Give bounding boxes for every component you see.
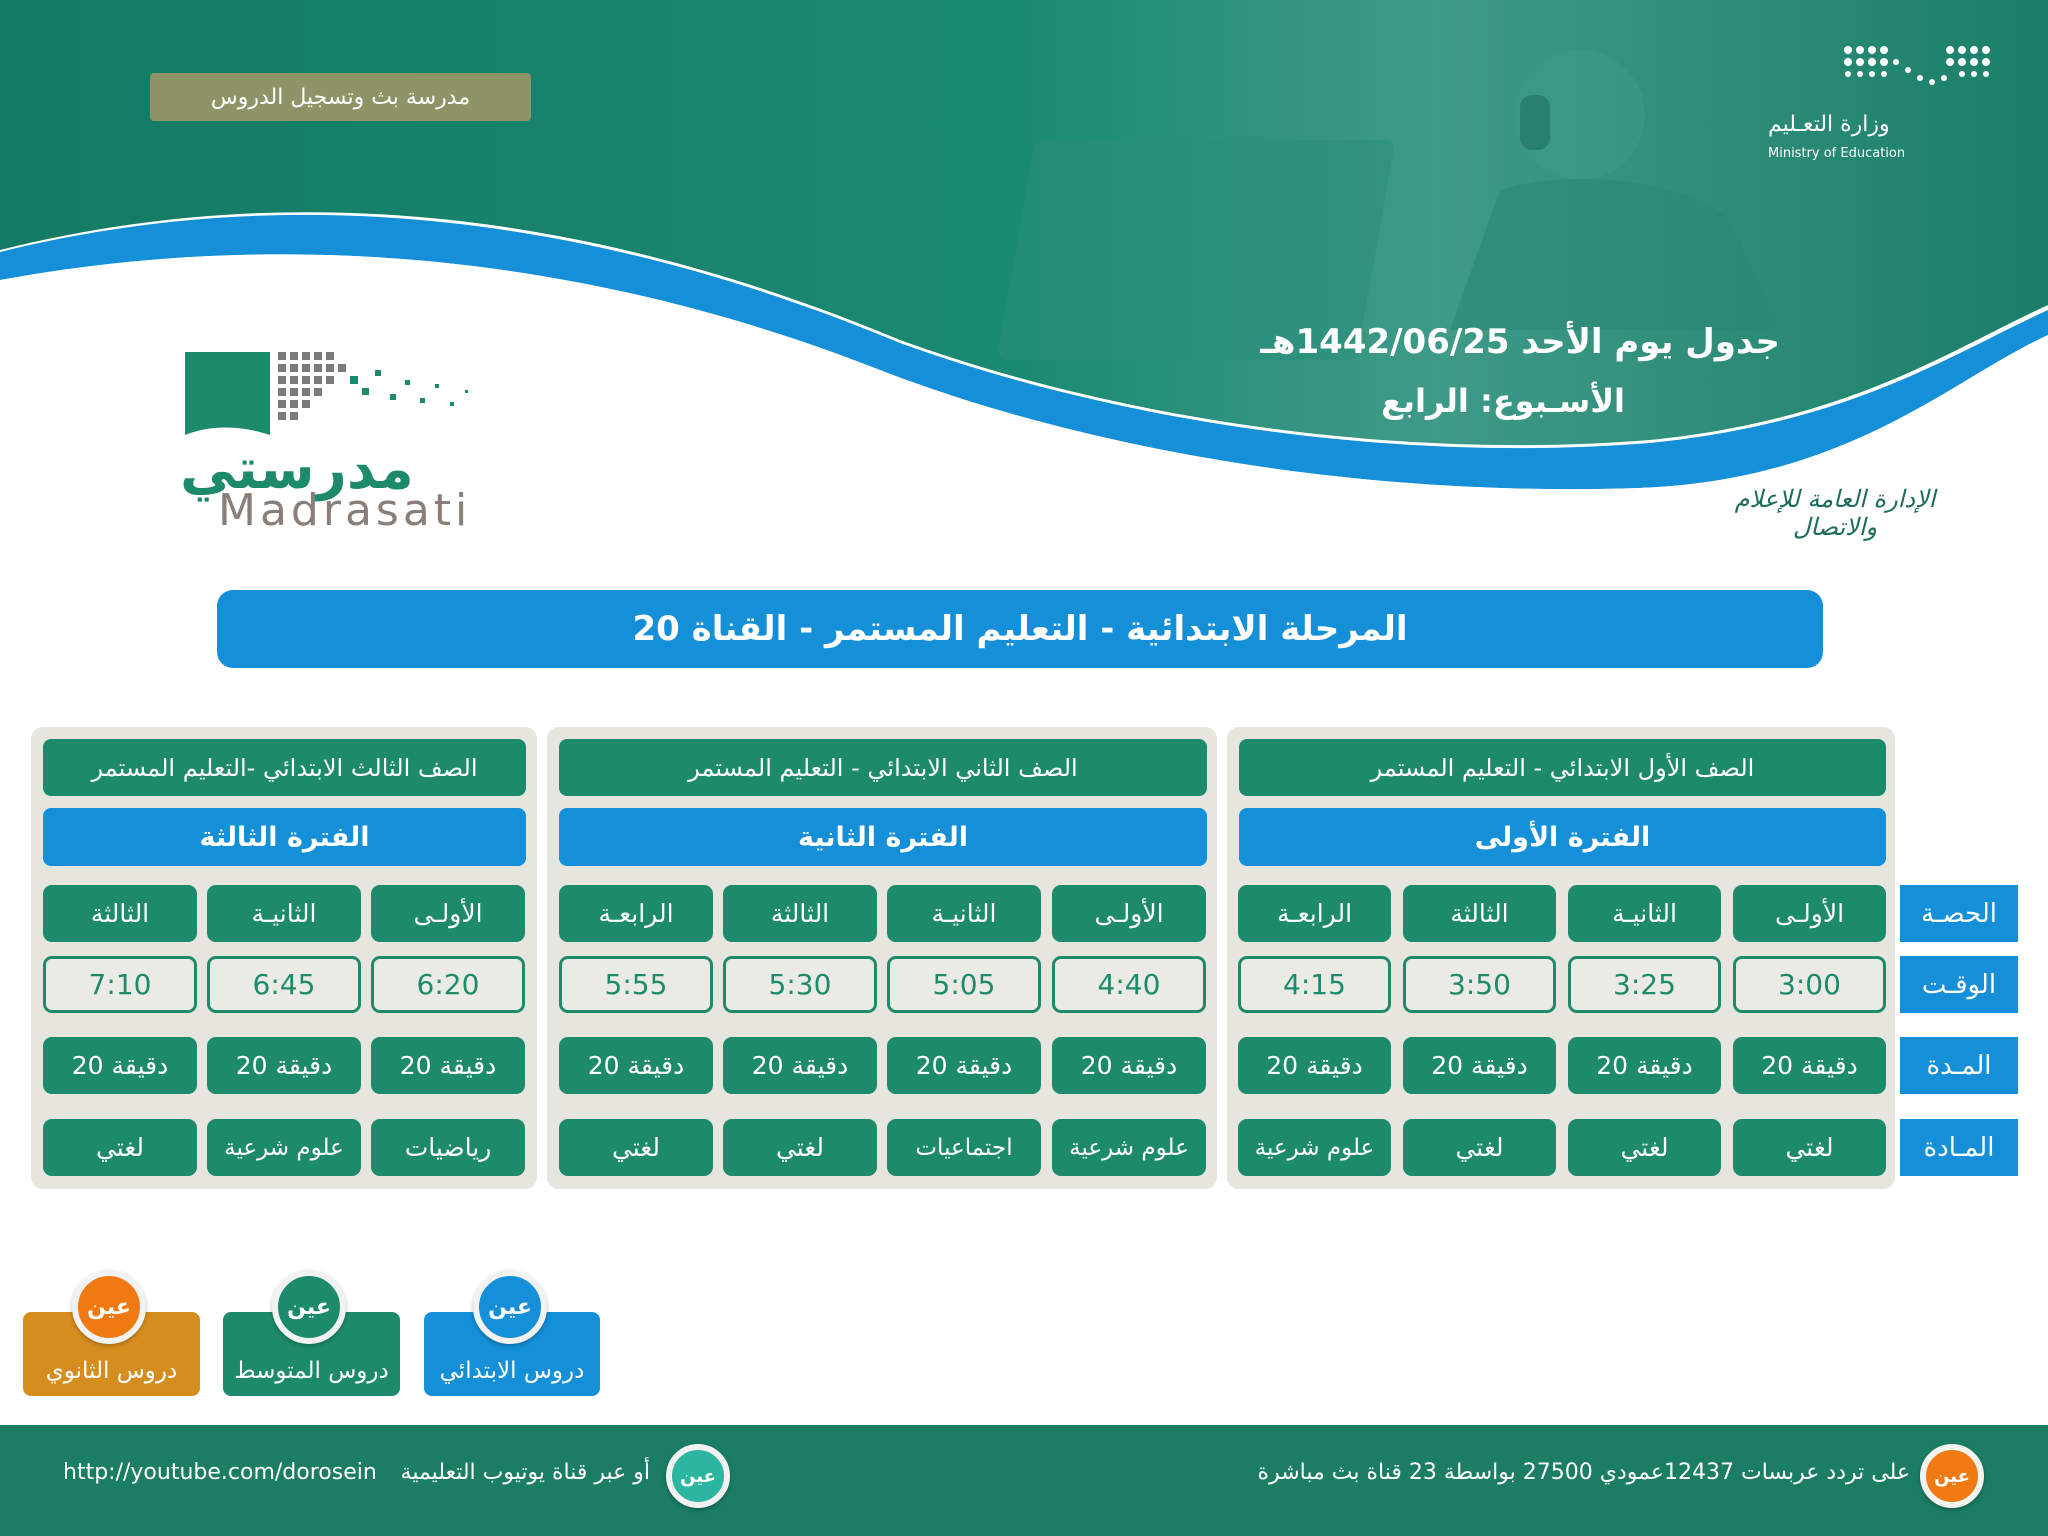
- session-cell: الأولـى: [1052, 885, 1206, 942]
- duration-cell: 20 دقيقة: [207, 1037, 361, 1094]
- ein-logo-icon: عين: [272, 1270, 346, 1344]
- ministry-name-en: Ministry of Education: [1768, 146, 1906, 161]
- subject-cell: علوم شرعية: [1238, 1119, 1391, 1176]
- subject-cell: لغتي: [43, 1119, 197, 1176]
- subject-cell: رياضيات: [371, 1119, 525, 1176]
- subject-cell: لغتي: [723, 1119, 877, 1176]
- period-header: الفترة الثانية: [559, 808, 1207, 866]
- session-cell: الرابعـة: [1238, 885, 1391, 942]
- time-cell: 5:30: [723, 956, 877, 1013]
- time-cell: 6:45: [207, 956, 361, 1013]
- duration-cell: 20 دقيقة: [1733, 1037, 1886, 1094]
- time-cell: 3:25: [1568, 956, 1721, 1013]
- madrasati-book-icon: [180, 350, 510, 440]
- time-cell: 7:10: [43, 956, 197, 1013]
- time-cell: 3:50: [1403, 956, 1556, 1013]
- duration-cell: 20 دقيقة: [1403, 1037, 1556, 1094]
- time-cell: 4:40: [1052, 956, 1206, 1013]
- channel-label: دروس المتوسط: [234, 1358, 389, 1384]
- session-cell: الرابعـة: [559, 885, 713, 942]
- duration-cell: 20 دقيقة: [1238, 1037, 1391, 1094]
- time-cell: 3:00: [1733, 956, 1886, 1013]
- session-cell: الأولـى: [1733, 885, 1886, 942]
- row-label-duration: المـدة: [1900, 1037, 2018, 1094]
- grade-header: الصف الثالث الابتدائي -التعليم المستمر: [43, 739, 526, 796]
- subject-cell: علوم شرعية: [207, 1119, 361, 1176]
- session-cell: الثانيـة: [207, 885, 361, 942]
- department-logo: الإدارة العامة للإعلام والاتصال: [1734, 485, 1936, 541]
- session-cell: الثالثة: [723, 885, 877, 942]
- subject-cell: لغتي: [559, 1119, 713, 1176]
- subject-cell: لغتي: [1733, 1119, 1886, 1176]
- stage-banner: المرحلة الابتدائية - التعليم المستمر - القناة 20: [217, 590, 1823, 668]
- ein-logo-icon: عين: [72, 1270, 146, 1344]
- time-cell: 4:15: [1238, 956, 1391, 1013]
- ein-logo-icon: عين: [1920, 1444, 1984, 1508]
- madrasati-arabic: مدرستي: [180, 437, 414, 502]
- satellite-info: على تردد عربسات 12437عمودي 27500 بواسطة 23 قناة بث مباشرة: [1257, 1460, 1910, 1485]
- ministry-dots-icon: [1840, 42, 2000, 97]
- period-header: الفترة الأولى: [1239, 808, 1886, 866]
- time-cell: 5:05: [887, 956, 1041, 1013]
- duration-cell: 20 دقيقة: [887, 1037, 1041, 1094]
- row-label-subject: المـادة: [1900, 1119, 2018, 1176]
- subject-cell: اجتماعيات: [887, 1119, 1041, 1176]
- ministry-logo: [1760, 42, 2010, 167]
- duration-cell: 20 دقيقة: [1052, 1037, 1206, 1094]
- duration-cell: 20 دقيقة: [723, 1037, 877, 1094]
- madrasati-english: Madrasati: [218, 485, 472, 536]
- grade-header: الصف الأول الابتدائي - التعليم المستمر: [1239, 739, 1886, 796]
- schedule-title: جدول يوم الأحد 1442/06/25هـ: [1260, 322, 1780, 362]
- youtube-link[interactable]: http://youtube.com/dorosein: [63, 1460, 377, 1485]
- subject-cell: لغتي: [1568, 1119, 1721, 1176]
- session-cell: الثانيـة: [887, 885, 1041, 942]
- youtube-text: أو عبر قناة يوتيوب التعليمية: [400, 1460, 650, 1485]
- session-cell: الأولـى: [371, 885, 525, 942]
- ministry-name-ar: وزارة التعـليم: [1768, 112, 1890, 137]
- channel-label: دروس الابتدائي: [439, 1358, 585, 1384]
- grade-header: الصف الثاني الابتدائي - التعليم المستمر: [559, 739, 1207, 796]
- period-header: الفترة الثالثة: [43, 808, 526, 866]
- ein-logo-icon: عين: [473, 1270, 547, 1344]
- subject-cell: علوم شرعية: [1052, 1119, 1206, 1176]
- duration-cell: 20 دقيقة: [559, 1037, 713, 1094]
- duration-cell: 20 دقيقة: [371, 1037, 525, 1094]
- duration-cell: 20 دقيقة: [1568, 1037, 1721, 1094]
- ein-logo-icon: عين: [666, 1444, 730, 1508]
- madrasati-logo: [180, 345, 510, 535]
- row-label-session: الحصـة: [1900, 885, 2018, 942]
- time-cell: 6:20: [371, 956, 525, 1013]
- session-cell: الثالثة: [1403, 885, 1556, 942]
- row-label-time: الوقـت: [1900, 956, 2018, 1013]
- session-cell: الثانيـة: [1568, 885, 1721, 942]
- session-cell: الثالثة: [43, 885, 197, 942]
- school-badge: مدرسة بث وتسجيل الدروس: [150, 73, 531, 121]
- week-label: الأسـبوع: الرابع: [1381, 382, 1625, 420]
- time-cell: 5:55: [559, 956, 713, 1013]
- duration-cell: 20 دقيقة: [43, 1037, 197, 1094]
- channel-label: دروس الثانوي: [45, 1358, 178, 1384]
- subject-cell: لغتي: [1403, 1119, 1556, 1176]
